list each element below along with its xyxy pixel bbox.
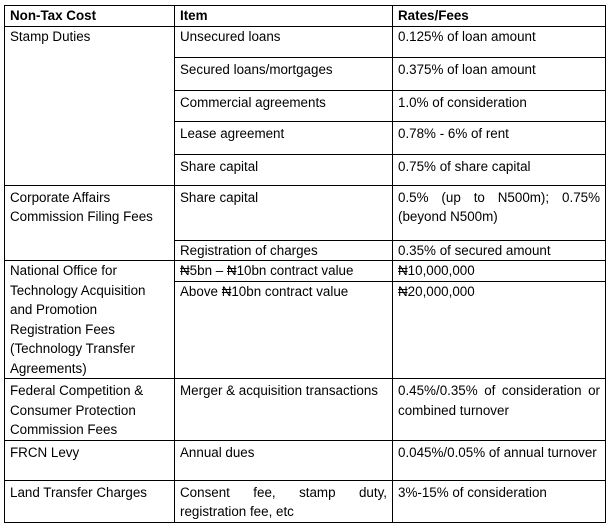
- table-row: [5, 379, 606, 441]
- item-cell: Secured loans/mortgages: [175, 57, 393, 90]
- cost-cell: Stamp Duties: [5, 26, 175, 185]
- header-rate: Rates/Fees: [393, 6, 606, 27]
- table-row: [5, 185, 606, 240]
- rate-cell: 3%-15% of consideration: [393, 480, 606, 522]
- item-cell: Consent fee, stamp duty, registration fee, etc: [175, 480, 393, 522]
- item-cell: Commercial agreements: [175, 90, 393, 121]
- rate-cell: ₦20,000,000: [393, 281, 606, 378]
- item-cell: Merger & acquisition transactions: [175, 379, 393, 441]
- cost-cell: Federal Competition & Consumer Protection Commission Fees: [5, 379, 175, 441]
- header-cost: Non-Tax Cost: [5, 6, 175, 27]
- item-cell: Registration of charges: [175, 240, 393, 261]
- item-cell: Share capital: [175, 185, 393, 240]
- header-item: Item: [175, 6, 393, 27]
- cost-cell: Land Transfer Charges: [5, 480, 175, 522]
- cost-cell: National Office for Technology Acquisition and Promotion Registration Fees (Technology Transfer Agreements): [5, 261, 175, 379]
- header-row: [5, 6, 606, 27]
- table-row: [5, 26, 606, 57]
- rate-cell: 0.45%/0.35% of consideration or combined turnover: [393, 379, 606, 441]
- table-row: [5, 440, 606, 480]
- item-cell: Unsecured loans: [175, 26, 393, 57]
- rate-cell: ₦10,000,000: [393, 261, 606, 282]
- table-row: [5, 480, 606, 522]
- non-tax-cost-table: [4, 5, 606, 523]
- table-row: [5, 261, 606, 282]
- rate-cell: 0.045%/0.05% of annual turnover: [393, 440, 606, 480]
- rate-cell: 0.125% of loan amount: [393, 26, 606, 57]
- rate-cell: 0.35% of secured amount: [393, 240, 606, 261]
- item-cell: Above ₦10bn contract value: [175, 281, 393, 378]
- rate-cell: 0.5% (up to N500m); 0.75% (beyond N500m): [393, 185, 606, 240]
- item-cell: ₦5bn – ₦10bn contract value: [175, 261, 393, 282]
- item-cell: Annual dues: [175, 440, 393, 480]
- rate-cell: 1.0% of consideration: [393, 90, 606, 121]
- item-cell: Share capital: [175, 154, 393, 185]
- rate-cell: 0.75% of share capital: [393, 154, 606, 185]
- cost-cell: FRCN Levy: [5, 440, 175, 480]
- cost-cell: Corporate Affairs Commission Filing Fees: [5, 185, 175, 261]
- rate-cell: 0.78% - 6% of rent: [393, 121, 606, 154]
- item-cell: Lease agreement: [175, 121, 393, 154]
- rate-cell: 0.375% of loan amount: [393, 57, 606, 90]
